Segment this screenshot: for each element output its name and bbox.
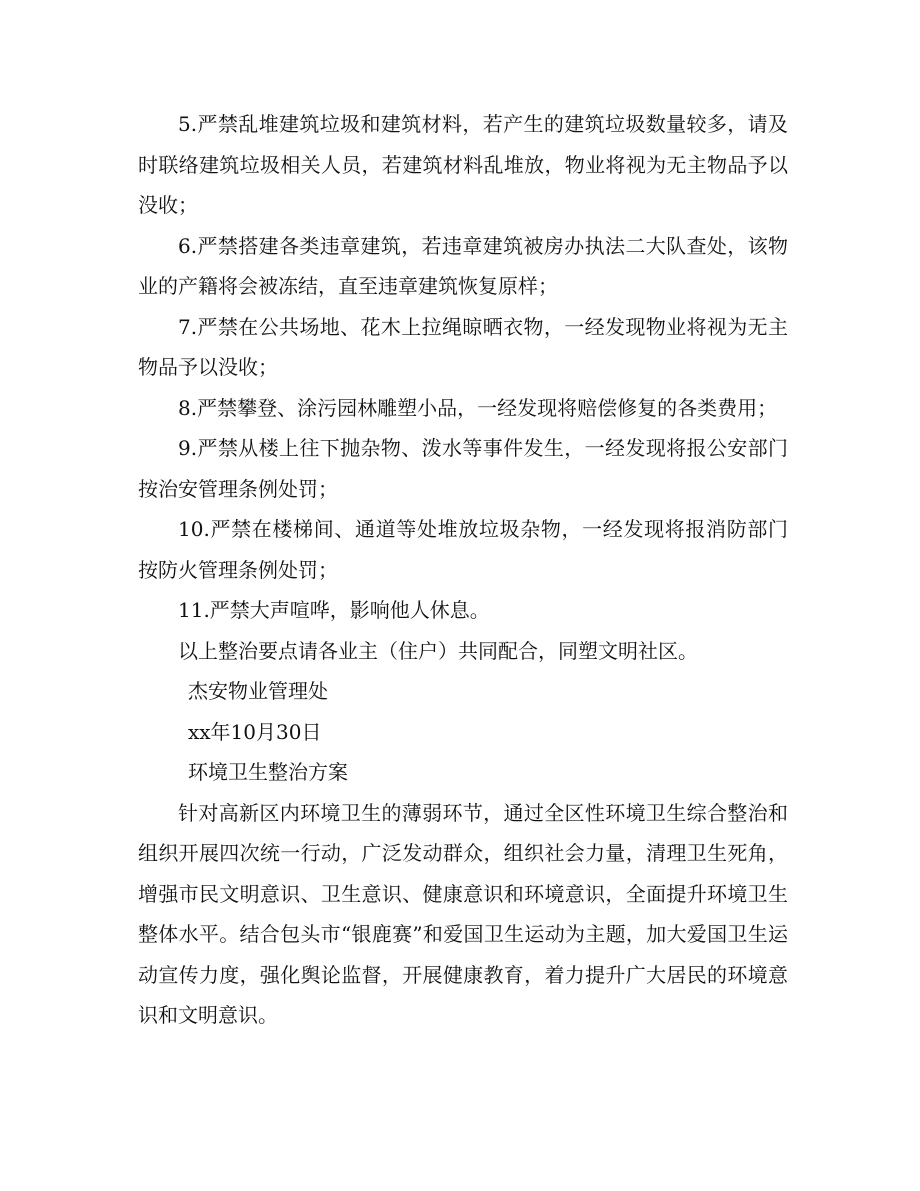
rule-item-7: 7.严禁在公共场地、花木上拉绳晾晒衣物，一经发现物业将视为无主物品予以没收； (138, 314, 788, 379)
rule-item-6: 6.严禁搭建各类违章建筑，若违章建筑被房办执法二大队查处，该物业的产籍将会被冻结，直至违章建筑恢复原样； (138, 233, 788, 298)
rule-item-8: 8.严禁攀登、涂污园林雕塑小品，一经发现将赔偿修复的各类费用； (178, 395, 778, 420)
section-title: 环境卫生整治方案 (188, 760, 348, 784)
section-body: 针对高新区内环境卫生的薄弱环节，通过全区性环境卫生综合整治和组织开展四次统一行动，广泛发动群众，组织社会力量，清理卫生死角，增强市民文明意识、卫生意识、健康意识和环境意识，全面提升环境卫生整体水平。结合包头市“银鹿赛”和爱国卫生运动为主题，加大爱国卫生运动宣传力度，强化舆论监督，开展健康教育，着力提升广大居民的环境意识和文明意识。 (138, 800, 788, 1027)
signature: 杰安物业管理处 (188, 679, 328, 703)
rule-item-10: 10.严禁在楼梯间、通道等处堆放垃圾杂物，一经发现将报消防部门按防火管理条例处罚； (138, 517, 788, 582)
rule-item-9: 9.严禁从楼上往下抛杂物、泼水等事件发生，一经发现将报公安部门按治安管理条例处罚； (138, 436, 788, 501)
rule-item-11: 11.严禁大声喧哗，影响他人休息。 (178, 598, 490, 622)
rule-item-5: 5.严禁乱堆建筑垃圾和建筑材料，若产生的建筑垃圾数量较多，请及时联络建筑垃圾相关人员，若建筑材料乱堆放，物业将视为无主物品予以没收； (138, 112, 788, 217)
document-body (138, 104, 788, 1036)
date: xx年10月30日 (188, 719, 322, 744)
closing-statement: 以上整治要点请各业主（住户）共同配合，同塑文明社区。 (178, 638, 698, 663)
